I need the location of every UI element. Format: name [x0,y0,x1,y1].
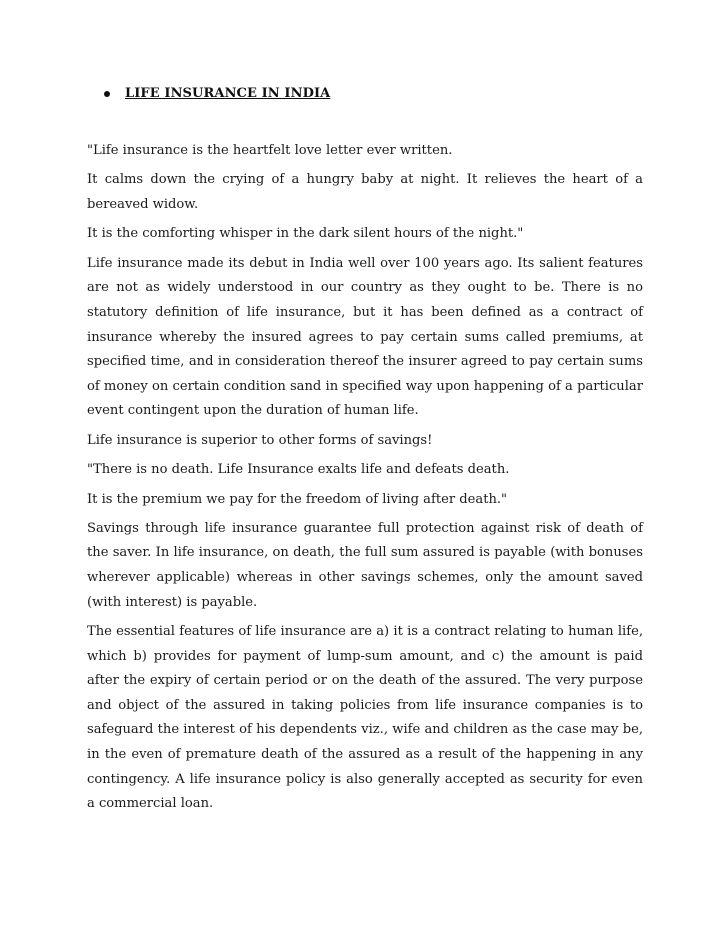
document-body [87,139,643,822]
paragraph-savings-protection: Savings through life insurance guarantee full protection against risk of death of the saver. In life insurance, on death, the full sum assured is payable (with bonuses wherever applicable) whereas in other savings schemes, only the amount saved (with interest) is payable. [87,520,643,610]
paragraph-premium-quote: It is the premium we pay for the freedom of living after death." [87,491,508,507]
paragraph-essential-features: The essential features of life insurance are a) it is a contract relating to human life, which b) provides for payment of lump-sum amount, and c) the amount is paid after the expiry of certain period or on the death of the assured. The very purpose and object of the assured in taking policies from life insurance companies is to safeguard the interest of his dependents viz., wife and children as the case may be, in the even of premature death of the assured as a result of the happening in any contingency. A life insurance policy is also generally accepted as security for even a commercial loan. [87,624,643,812]
heading-list-item [104,86,330,101]
paragraph-history: Life insurance made its debut in India well over 100 years ago. Its salient features are not as widely understood in our country as they ought to be. There is no statutory definition of life insurance, but it has been defined as a contract of insurance whereby the insured agrees to pay certain sums called premiums, at specified time, and in consideration thereof the insurer agreed to pay certain sums of money on certain condition sand in specified way upon happening of a particular event contingent upon the duration of human life. [87,255,643,419]
bullet-icon [104,91,110,97]
paragraph-quote-line-3: It is the comforting whisper in the dark silent hours of the night." [87,226,524,242]
paragraph-superior-savings: Life insurance is superior to other forms of savings! [87,432,433,448]
paragraph-no-death-quote: "There is no death. Life Insurance exalts life and defeats death. [87,462,510,478]
page-title: LIFE INSURANCE IN INDIA [125,86,331,101]
paragraph-quote-line-2: It calms down the crying of a hungry baby at night. It relieves the heart of a bereaved widow. [87,172,643,212]
paragraph-quote-line-1: "Life insurance is the heartfelt love letter ever written. [87,143,453,158]
